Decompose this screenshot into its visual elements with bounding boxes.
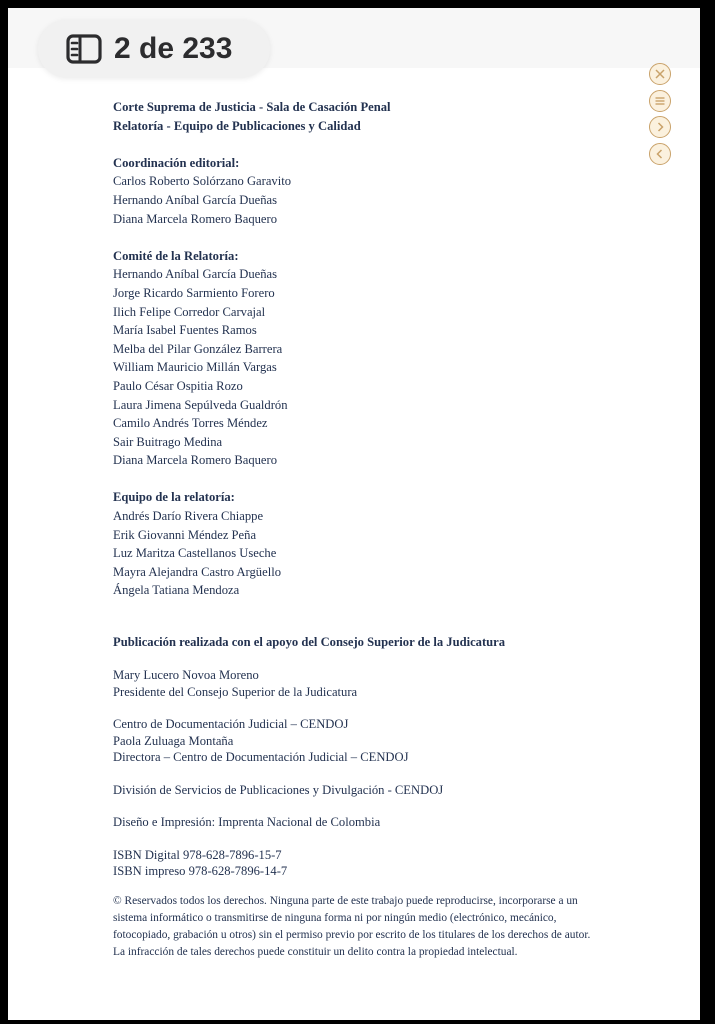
info-block-isbn xyxy=(113,847,613,880)
info-block-cendoj xyxy=(113,716,613,766)
menu-icon xyxy=(654,95,666,107)
chevron-left-icon xyxy=(654,148,666,160)
credits-page-content xyxy=(113,98,613,961)
isbn-digital: ISBN Digital 978-628-7896-15-7 xyxy=(113,847,282,862)
person-name: William Mauricio Millán Vargas xyxy=(113,360,277,375)
person-name: Ilich Felipe Corredor Carvajal xyxy=(113,304,266,319)
person-name: Sair Buitrago Medina xyxy=(113,434,223,449)
person-name: Erik Giovanni Méndez Peña xyxy=(113,527,257,542)
person-name: Carlos Roberto Solórzano Garavito xyxy=(113,174,292,189)
person-name: Hernando Aníbal García Dueñas xyxy=(113,267,278,282)
sidebar-icon[interactable] xyxy=(66,34,102,64)
info-block-division xyxy=(113,782,613,799)
close-icon xyxy=(654,68,666,80)
info-line: Mary Lucero Novoa Moreno xyxy=(113,668,259,683)
info-line: División de Servicios de Publicaciones y Divulgación - CENDOJ xyxy=(113,782,444,797)
info-line: Paola Zuluaga Montaña xyxy=(113,733,234,748)
page-counter[interactable] xyxy=(38,20,270,78)
person-name: Paulo César Ospitia Rozo xyxy=(113,378,243,393)
next-button[interactable] xyxy=(649,116,671,138)
person-name: Diana Marcela Romero Baquero xyxy=(113,453,278,468)
isbn-impreso: ISBN impreso 978-628-7896-14-7 xyxy=(113,864,288,879)
rights-notice: © Reservados todos los derechos. Ninguna parte de este trabajo puede reproducirse, incorporarse a un sistema informático o transmitirse de ninguna forma ni por ningún medio (electrónico, mecánico, fotocopiado, grabación u otros) sin el permiso previo por escrito de los titulares de los derechos de autor. La infracción de tales derechos puede constituir un delito contra la propiedad intelectual. xyxy=(113,894,591,958)
person-name: Jorge Ricardo Sarmiento Forero xyxy=(113,285,275,300)
person-name: Camilo Andrés Torres Méndez xyxy=(113,416,268,431)
close-button[interactable] xyxy=(649,63,671,85)
institution-title: Corte Suprema de Justicia - Sala de Casación Penal xyxy=(113,100,391,114)
info-block-presidente xyxy=(113,667,613,700)
person-name: Luz Maritza Castellanos Useche xyxy=(113,546,277,561)
info-line: Diseño e Impresión: Imprenta Nacional de Colombia xyxy=(113,815,381,830)
person-name: Mayra Alejandra Castro Argüello xyxy=(113,564,281,579)
page-counter-label: 2 de 233 xyxy=(114,32,233,65)
section-coordinacion xyxy=(113,154,613,228)
team-title: Relatoría - Equipo de Publicaciones y Calidad xyxy=(113,118,361,133)
section-title: Coordinación editorial: xyxy=(113,155,240,170)
section-title: Equipo de la relatoría: xyxy=(113,490,235,505)
document-page xyxy=(8,8,700,1020)
info-line: Directora – Centro de Documentación Judicial – CENDOJ xyxy=(113,750,409,765)
menu-button[interactable] xyxy=(649,90,671,112)
person-name: Melba del Pilar González Barrera xyxy=(113,341,283,356)
info-line: Presidente del Consejo Superior de la Judicatura xyxy=(113,684,358,699)
info-block-diseno xyxy=(113,814,613,831)
person-name: Andrés Darío Rivera Chiappe xyxy=(113,509,264,524)
person-name: Laura Jimena Sepúlveda Gualdrón xyxy=(113,397,288,412)
publication-title: Publicación realizada con el apoyo del Consejo Superior de la Judicatura xyxy=(113,635,506,650)
person-name: Hernando Aníbal García Dueñas xyxy=(113,192,278,207)
person-name: Diana Marcela Romero Baquero xyxy=(113,211,278,226)
info-line: Centro de Documentación Judicial – CENDOJ xyxy=(113,717,349,732)
viewer-nav-buttons xyxy=(649,63,673,169)
section-title: Comité de la Relatoría: xyxy=(113,248,239,263)
section-comite xyxy=(113,247,613,470)
document-header xyxy=(113,98,613,135)
prev-button[interactable] xyxy=(649,143,671,165)
chevron-right-icon xyxy=(654,121,666,133)
person-name: Ángela Tatiana Mendoza xyxy=(113,583,240,598)
person-name: María Isabel Fuentes Ramos xyxy=(113,323,257,338)
section-equipo xyxy=(113,488,613,600)
